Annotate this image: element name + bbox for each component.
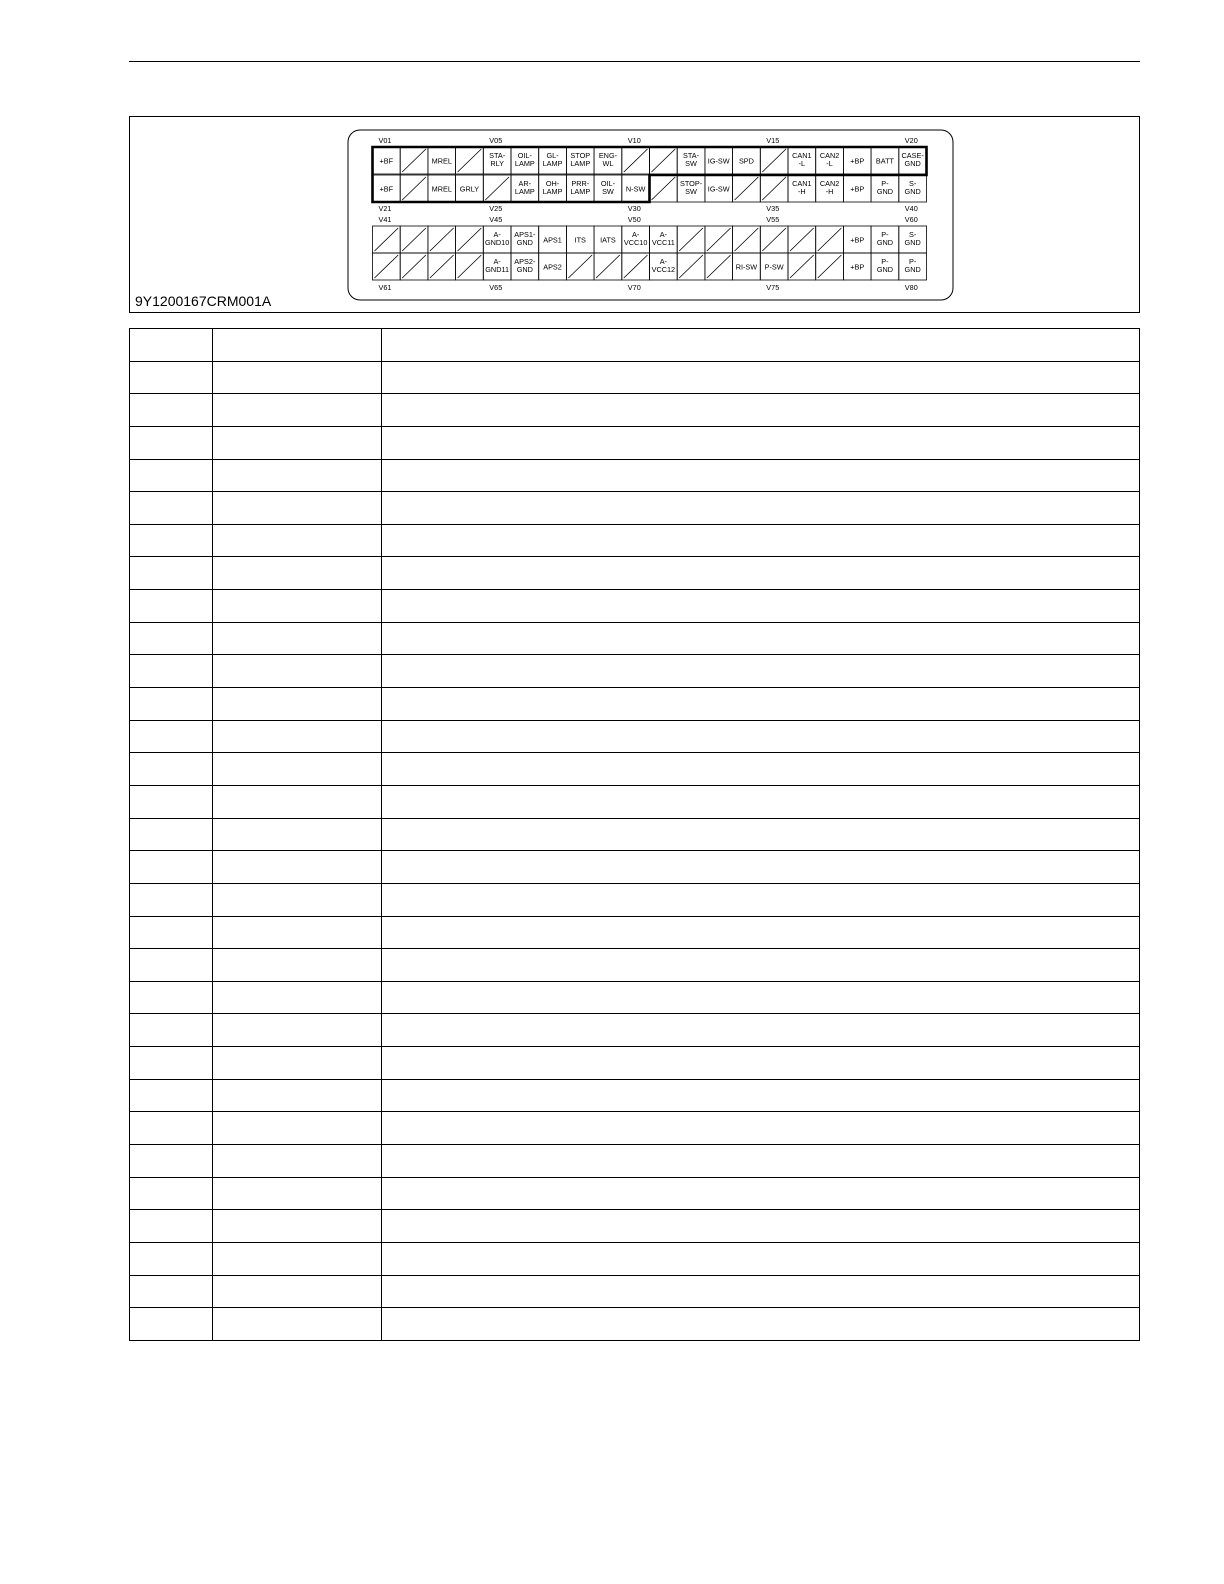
table-row [130,622,1140,655]
table-cell [213,785,382,818]
table-row [130,426,1140,459]
table-row [130,492,1140,525]
pin-label: MREL [431,184,452,194]
unused-pin-slash [402,177,426,200]
connector-housing [348,130,953,300]
pin-label: +BP [850,262,865,272]
table-cell [213,1079,382,1112]
table-cell [130,492,213,525]
pin-label: P-SW [764,262,784,272]
pin-label: MREL [431,156,452,166]
pin-label: SPD [738,156,754,166]
table-cell [382,492,1140,525]
pin-number-marker: V05 [489,136,503,145]
table-row [130,981,1140,1014]
table-cell [382,557,1140,590]
unused-pin-slash [458,228,482,251]
unused-pin-slash [458,255,482,278]
table-cell [382,753,1140,786]
table-cell [382,1145,1140,1178]
table-cell [213,394,382,427]
unused-pin-slash [762,228,786,251]
unused-pin-slash [762,149,786,172]
table-cell [213,557,382,590]
table-cell [130,622,213,655]
table-cell [382,1275,1140,1308]
unused-pin-slash [735,177,759,200]
pin-number-marker: V41 [378,215,392,224]
unused-pin-slash [596,255,620,278]
pin-label: STA-RLY [489,151,506,168]
table-cell [130,1047,213,1080]
pin-number-marker: V01 [378,136,392,145]
unused-pin-slash [568,255,592,278]
table-cell [382,655,1140,688]
table-cell [382,1177,1140,1210]
pin-label: A-GND11 [485,257,510,274]
table-row [130,1210,1140,1243]
table-cell [382,949,1140,982]
pin-label: N-SW [625,184,646,194]
table-cell [130,1275,213,1308]
pin-label: OIL-SW [600,179,616,196]
table-row [130,1308,1140,1341]
table-cell [213,720,382,753]
ecu-connector-diagram [0,0,1224,330]
table-cell [213,1210,382,1243]
table-row [130,949,1140,982]
pin-number-marker: V70 [627,283,641,292]
table-cell [130,883,213,916]
table-cell [130,524,213,557]
table-row [130,1112,1140,1145]
table-cell [213,1047,382,1080]
unused-pin-slash [430,228,454,251]
table-cell [130,394,213,427]
table-cell [130,655,213,688]
pin-label: +BP [850,235,865,245]
unused-pin-slash [402,228,426,251]
table-cell [130,1112,213,1145]
table-cell [213,524,382,557]
table-cell [130,981,213,1014]
table-cell [130,916,213,949]
pin-number-marker: V20 [904,136,918,145]
table-row [130,1047,1140,1080]
pin-label: ITS [574,235,586,245]
pin-number-marker: V65 [489,283,503,292]
table-cell [130,753,213,786]
table-cell [130,590,213,623]
table-row [130,329,1140,362]
unused-pin-slash [818,255,842,278]
table-cell [382,1079,1140,1112]
table-cell [382,1047,1140,1080]
table-cell [130,688,213,721]
table-cell [213,949,382,982]
table-row [130,851,1140,884]
table-cell [213,1308,382,1341]
pin-number-marker: V21 [378,204,392,213]
pin-label: S-GND [904,230,921,247]
table-cell [382,883,1140,916]
table-cell [382,720,1140,753]
table-row [130,1242,1140,1275]
table-cell [213,329,382,362]
table-cell [130,818,213,851]
table-row [130,753,1140,786]
pin-number-marker: V10 [627,136,641,145]
table-cell [213,1275,382,1308]
pin-label: ENG-WL [598,151,618,168]
pin-label: S-GND [904,179,921,196]
table-cell [130,1145,213,1178]
unused-pin-slash [790,255,814,278]
table-cell [213,981,382,1014]
pin-label: +BP [850,156,865,166]
unused-pin-slash [430,255,454,278]
pin-label: A-VCC10 [623,230,648,247]
table-row [130,883,1140,916]
table-cell [213,818,382,851]
table-row [130,1145,1140,1178]
table-row [130,1079,1140,1112]
table-cell [130,851,213,884]
table-cell [382,1308,1140,1341]
table-cell [382,590,1140,623]
pin-label: GL-LAMP [542,151,563,168]
pin-label: APS1 [543,235,562,245]
pin-label: P-GND [876,257,894,274]
pin-label: CAN2 -L [819,151,840,168]
table-cell [130,1014,213,1047]
pin-label: A-VCC12 [651,257,676,274]
table-row [130,557,1140,590]
table-cell [130,1242,213,1275]
table-cell [130,720,213,753]
table-cell [213,1145,382,1178]
pin-label: CAN1 -H [792,179,812,196]
pin-label: A-GND10 [484,230,510,247]
pin-label: PRR-LAMP [570,179,591,196]
pin-label: APS2 [543,262,562,272]
table-row [130,785,1140,818]
pin-label: IG-SW [707,184,730,194]
table-cell [382,524,1140,557]
pin-label: CASE-GND [901,151,924,168]
unused-pin-slash [485,177,509,200]
pin-number-marker: V35 [766,204,780,213]
table-cell [130,426,213,459]
table-cell [130,1210,213,1243]
table-row [130,720,1140,753]
table-cell [130,1177,213,1210]
table-cell [213,1242,382,1275]
pin-table [129,328,1140,1341]
pin-number-marker: V40 [904,204,918,213]
pin-label: STOP LAMP [570,151,591,168]
pin-label: +BP [850,184,865,194]
table-row [130,818,1140,851]
table-cell [213,851,382,884]
pin-number-marker: V25 [489,204,503,213]
pin-number-marker: V30 [627,204,641,213]
unused-pin-slash [679,255,703,278]
table-row [130,590,1140,623]
table-row [130,916,1140,949]
pin-number-marker: V15 [766,136,780,145]
pin-label: APS1-GND [514,230,536,247]
table-cell [382,1242,1140,1275]
pin-label: P-GND [904,257,921,274]
table-cell [130,949,213,982]
table-cell [382,394,1140,427]
pin-label: A-VCC11 [651,230,675,247]
pin-label: OIL-LAMP [514,151,535,168]
pin-label: STOP-SW [679,179,703,196]
pin-number-marker: V60 [904,215,918,224]
table-cell [382,426,1140,459]
table-cell [130,329,213,362]
unused-pin-slash [652,149,676,172]
table-cell [213,426,382,459]
table-cell [130,785,213,818]
table-cell [213,916,382,949]
table-cell [213,688,382,721]
unused-pin-slash [375,228,399,251]
pin-label: CAN1 -L [792,151,812,168]
table-row [130,394,1140,427]
table-cell [213,753,382,786]
pin-table-body [130,329,1140,1341]
table-cell [382,818,1140,851]
unused-pin-slash [707,255,731,278]
table-cell [213,883,382,916]
table-cell [213,590,382,623]
table-cell [213,361,382,394]
pin-number-marker: V80 [904,283,918,292]
pin-label: APS2-GND [514,257,536,274]
table-cell [130,1079,213,1112]
table-cell [213,492,382,525]
unused-pin-slash [762,177,786,200]
pin-number-marker: V50 [627,215,641,224]
table-cell [382,785,1140,818]
pin-label: OH-LAMP [542,179,563,196]
table-cell [130,459,213,492]
table-cell [213,1014,382,1047]
table-cell [382,1210,1140,1243]
table-cell [382,459,1140,492]
table-row [130,688,1140,721]
table-row [130,361,1140,394]
table-cell [382,1112,1140,1145]
table-row [130,524,1140,557]
table-cell [130,1308,213,1341]
unused-pin-slash [375,255,399,278]
pin-label: GRLY [459,184,480,194]
table-cell [382,622,1140,655]
table-row [130,1014,1140,1047]
table-row [130,1177,1140,1210]
pin-label: IATS [600,235,616,245]
table-cell [213,459,382,492]
unused-pin-slash [402,149,426,172]
pin-label: AR-LAMP [514,179,535,196]
table-cell [382,1014,1140,1047]
pin-number-marker: V55 [766,215,780,224]
pin-number-marker: V61 [378,283,392,292]
pin-number-marker: V75 [766,283,780,292]
unused-pin-slash [707,228,731,251]
pin-label: IG-SW [707,156,730,166]
table-cell [213,1177,382,1210]
table-cell [382,688,1140,721]
table-row [130,459,1140,492]
pin-label: STA-SW [683,151,700,168]
pin-label: +BF [379,184,394,194]
pin-label: RI-SW [735,262,758,272]
table-cell [213,1112,382,1145]
table-row [130,655,1140,688]
table-row [130,1275,1140,1308]
table-cell [213,622,382,655]
table-cell [130,361,213,394]
table-cell [213,655,382,688]
table-cell [382,851,1140,884]
table-cell [382,361,1140,394]
pin-label: P-GND [876,230,894,247]
pin-label: +BF [379,156,394,166]
pin-label: CAN2 -H [819,179,840,196]
pin-label: P-GND [876,179,894,196]
unused-pin-slash [402,255,426,278]
unused-pin-slash [818,228,842,251]
figure-id: 9Y1200167CRM001A [135,293,272,309]
pin-label: BATT [875,156,895,166]
unused-pin-slash [624,255,648,278]
unused-pin-slash [735,228,759,251]
unused-pin-slash [679,228,703,251]
table-cell [382,916,1140,949]
unused-pin-slash [624,149,648,172]
table-cell [382,981,1140,1014]
unused-pin-slash [458,149,482,172]
pin-number-marker: V45 [489,215,503,224]
unused-pin-slash [790,228,814,251]
unused-pin-slash [652,177,676,200]
table-cell [130,557,213,590]
table-cell [382,329,1140,362]
